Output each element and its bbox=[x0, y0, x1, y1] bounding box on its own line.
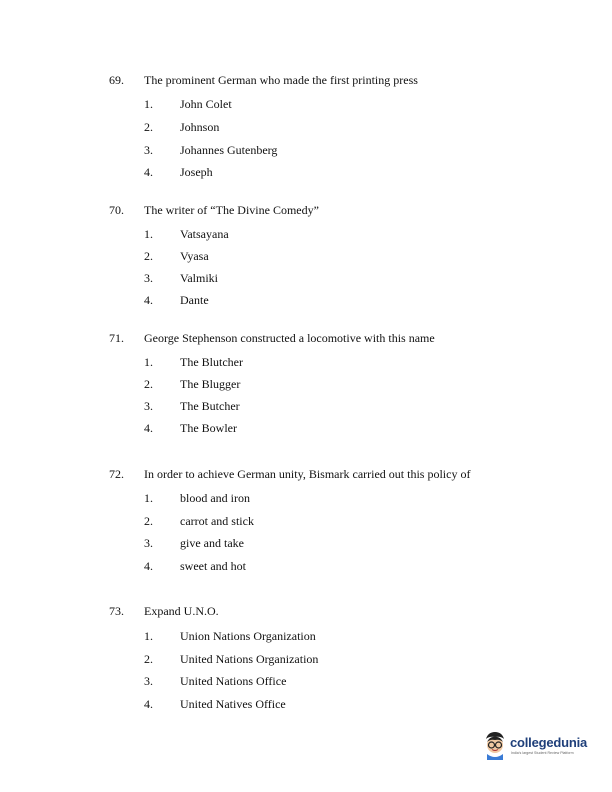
question-number: 72. bbox=[109, 467, 124, 481]
option-number: 3. bbox=[144, 674, 153, 688]
option-text: Vyasa bbox=[180, 249, 209, 263]
question-text: Expand U.N.O. bbox=[144, 604, 219, 618]
option-number: 3. bbox=[144, 271, 153, 285]
option-number: 2. bbox=[144, 652, 153, 666]
logo-tagline: India's largest Student Review Platform bbox=[511, 751, 574, 755]
student-mascot-icon bbox=[482, 730, 508, 760]
option-text: Johannes Gutenberg bbox=[180, 143, 278, 157]
option-item bbox=[0, 697, 612, 713]
option-number: 1. bbox=[144, 629, 153, 643]
option-item bbox=[0, 293, 612, 309]
option-item bbox=[0, 249, 612, 265]
option-item bbox=[0, 559, 612, 575]
question-text: The prominent German who made the first printing press bbox=[144, 73, 418, 87]
option-text: United Nations Office bbox=[180, 674, 287, 688]
option-text: sweet and hot bbox=[180, 559, 246, 573]
option-number: 3. bbox=[144, 536, 153, 550]
option-number: 2. bbox=[144, 377, 153, 391]
option-number: 1. bbox=[144, 491, 153, 505]
option-item bbox=[0, 421, 612, 437]
option-text: Dante bbox=[180, 293, 209, 307]
option-item bbox=[0, 399, 612, 415]
option-item bbox=[0, 143, 612, 159]
option-text: Joseph bbox=[180, 165, 213, 179]
option-item bbox=[0, 674, 612, 690]
option-item bbox=[0, 629, 612, 645]
option-item bbox=[0, 377, 612, 393]
question-number: 71. bbox=[109, 331, 124, 345]
option-number: 3. bbox=[144, 143, 153, 157]
option-text: United Nations Organization bbox=[180, 652, 319, 666]
option-item bbox=[0, 491, 612, 507]
option-item bbox=[0, 271, 612, 287]
option-text: The Blugger bbox=[180, 377, 241, 391]
option-text: blood and iron bbox=[180, 491, 250, 505]
option-text: The Butcher bbox=[180, 399, 240, 413]
option-item bbox=[0, 536, 612, 552]
question-text: George Stephenson constructed a locomotive with this name bbox=[144, 331, 435, 345]
logo-wordmark: collegedunia bbox=[510, 735, 588, 750]
option-number: 1. bbox=[144, 227, 153, 241]
question-number: 70. bbox=[109, 203, 124, 217]
option-number: 4. bbox=[144, 421, 153, 435]
option-number: 4. bbox=[144, 293, 153, 307]
option-text: The Blutcher bbox=[180, 355, 243, 369]
question-number: 73. bbox=[109, 604, 124, 618]
option-item bbox=[0, 652, 612, 668]
option-number: 1. bbox=[144, 355, 153, 369]
option-item bbox=[0, 120, 612, 136]
question-number: 69. bbox=[109, 73, 124, 87]
option-item bbox=[0, 227, 612, 243]
option-text: Vatsayana bbox=[180, 227, 229, 241]
option-text: John Colet bbox=[180, 97, 232, 111]
option-text: Johnson bbox=[180, 120, 220, 134]
option-text: United Natives Office bbox=[180, 697, 286, 711]
option-text: give and take bbox=[180, 536, 244, 550]
question-text: In order to achieve German unity, Bismark carried out this policy of bbox=[144, 467, 471, 481]
option-item bbox=[0, 97, 612, 113]
option-text: Union Nations Organization bbox=[180, 629, 316, 643]
option-text: carrot and stick bbox=[180, 514, 254, 528]
option-number: 4. bbox=[144, 165, 153, 179]
option-number: 1. bbox=[144, 97, 153, 111]
option-number: 4. bbox=[144, 697, 153, 711]
option-text: The Bowler bbox=[180, 421, 237, 435]
option-text: Valmiki bbox=[180, 271, 218, 285]
option-item bbox=[0, 355, 612, 371]
option-number: 4. bbox=[144, 559, 153, 573]
option-number: 3. bbox=[144, 399, 153, 413]
option-item bbox=[0, 514, 612, 530]
question-text: The writer of “The Divine Comedy” bbox=[144, 203, 319, 217]
collegedunia-logo bbox=[482, 728, 592, 764]
option-number: 2. bbox=[144, 514, 153, 528]
option-number: 2. bbox=[144, 120, 153, 134]
option-number: 2. bbox=[144, 249, 153, 263]
option-item bbox=[0, 165, 612, 181]
